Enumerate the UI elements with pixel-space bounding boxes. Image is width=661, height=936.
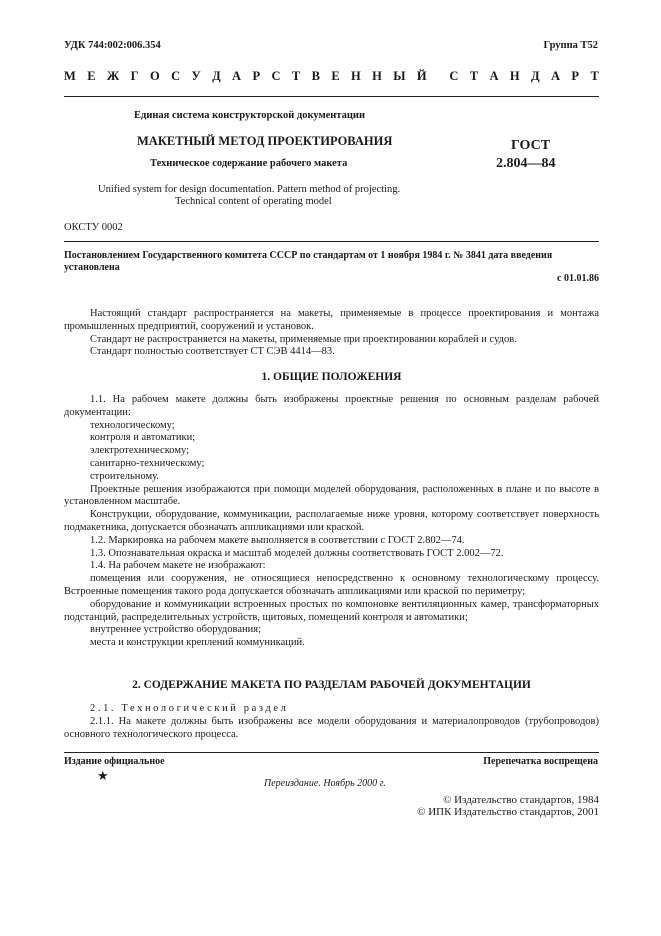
banner-letter: А [551, 69, 561, 83]
star-icon: ★ [97, 768, 109, 783]
banner-letter: С [449, 69, 459, 83]
reprint-note: Переиздание. Ноябрь 2000 г. [264, 778, 386, 789]
oksty-rule [64, 241, 599, 242]
list-item: контроля и автоматики; [90, 432, 196, 444]
list-item: места и конструкции креплений коммуникаций. [90, 637, 305, 649]
list-item: санитарно-техническому; [90, 457, 205, 469]
section-2-heading: 2. СОДЕРЖАНИЕ МАКЕТА ПО РАЗДЕЛАМ РАБОЧЕЙ ДОКУМЕНТАЦИИ [132, 679, 531, 691]
banner-letter: У [191, 69, 201, 83]
intro-paragraph: Стандарт полностью соответствует СТ СЭВ 4414—83. [90, 346, 335, 358]
reprint-prohibited: Перепечатка воспрещена [483, 756, 598, 767]
footer-rule [64, 752, 599, 753]
clause-1-2: 1.2. Маркировка на рабочем макете выполняется в соответствии с ГОСТ 2.802—74. [90, 534, 465, 546]
list-item: технологическому; [90, 419, 175, 431]
english-title-line1: Unified system for design documentation. Pattern method of projecting. [98, 184, 401, 195]
document-title: МАКЕТНЫЙ МЕТОД ПРОЕКТИРОВАНИЯ [137, 134, 393, 148]
list-item: оборудование и коммуникации встроенных простых по компоновке вентиляционных камер, трансформаторных подстанций, распределительных устройств, щитовых, помещений контроля и автоматики; [64, 598, 599, 623]
banner-letter: Т [291, 69, 301, 83]
oksty-code: ОКСТУ 0002 [64, 222, 123, 233]
banner-letter: Т [590, 69, 599, 83]
banner-letter: Р [571, 69, 580, 83]
decree-text: Постановлением Государственного комитета СССР по стандартам от 1 ноября 1984 г. № 3841 дата введения установлена [64, 250, 553, 273]
banner-letter: О [149, 69, 160, 83]
clause-2-1: 2.1. Технологический раздел [90, 703, 289, 714]
banner-letter: М [64, 69, 76, 83]
paragraph: Проектные решения изображаются при помощи моделей оборудования, расположенных в плане и по высоте в установленном масштабе. [64, 483, 599, 508]
intro-paragraph: Стандарт не распространяется на макеты, применяемые при проектировании кораблей и судов. [90, 333, 517, 345]
banner-letter: Н [372, 69, 382, 83]
banner-letter: Р [252, 69, 261, 83]
banner-letter: Д [212, 69, 221, 83]
clause-2-1-1: 2.1.1. На макете должны быть изображены все модели оборудования и материалопроводов (трубопроводов) основного технологического процесса. [64, 715, 599, 740]
banner-letter: Н [509, 69, 520, 83]
banner-letter: Г [130, 69, 139, 83]
list-item: электротехническому; [90, 445, 190, 457]
section-1-heading: 1. ОБЩИЕ ПОЛОЖЕНИЯ [261, 371, 402, 383]
section-1-body [64, 394, 599, 650]
english-title-line2: Technical content of operating model [175, 196, 332, 207]
banner-letter: С [171, 69, 181, 83]
banner-letter: Д [531, 69, 540, 83]
banner-letter: Ж [106, 69, 120, 83]
copyright-2001: © ИПК Издательство стандартов, 2001 [417, 806, 599, 818]
list-item: внутреннее устройство оборудования; [90, 624, 261, 636]
copyright-1984: © Издательство стандартов, 1984 [443, 794, 599, 806]
banner-letter: С [271, 69, 281, 83]
official-edition: Издание официальное [64, 756, 165, 767]
gost-number: 2.804—84 [496, 156, 556, 171]
list-item: строительному. [90, 470, 159, 482]
banner-letter: Е [331, 69, 340, 83]
intro-block [64, 308, 599, 359]
banner-letter: Е [87, 69, 96, 83]
banner-letter: Т [469, 69, 479, 83]
document-subtitle: Техническое содержание рабочего макета [150, 158, 348, 169]
intro-paragraph: Настоящий стандарт распространяется на макеты, применяемые в процессе проектирования и монтажа промышленных предприятий, сооружений и установок. [64, 308, 599, 332]
group-code: Группа Т52 [543, 40, 598, 51]
header-rule [64, 96, 599, 97]
clause-1-1: 1.1. На рабочем макете должны быть изображены проектные решения по основным разделам рабочей документации: [64, 394, 599, 418]
banner-letter: Й [416, 69, 427, 83]
banner-letter: В [311, 69, 320, 83]
banner-letter: Н [351, 69, 361, 83]
banner-letter: Ы [393, 69, 406, 83]
clause-1-4: 1.4. На рабочем макете не изображают: [90, 560, 266, 572]
banner-letter: А [232, 69, 242, 83]
list-item: помещения или сооружения, не относящиеся непосредственно к основному технологическому процессу. Встроенные помещения такого рода допускается обозначать аппликациями или краской по периметру; [64, 573, 599, 597]
paragraph: Конструкции, оборудование, коммуникации, располагаемые ниже уровня, которому соответствует поверхность подмакетника, допускается обозначать аппликациями или краской. [64, 509, 599, 533]
banner-letter: А [489, 69, 499, 83]
clause-1-3: 1.3. Опознавательная окраска и масштаб моделей должны соответствовать ГОСТ 2.002—72. [90, 547, 504, 559]
section-2-body [64, 703, 599, 741]
gost-label: ГОСТ [511, 138, 551, 153]
standard-banner [64, 69, 599, 84]
system-name: Единая система конструкторской документации [134, 110, 365, 121]
udk-code: УДК 744:002:006.354 [64, 40, 161, 51]
decree-date: с 01.01.86 [557, 273, 599, 284]
